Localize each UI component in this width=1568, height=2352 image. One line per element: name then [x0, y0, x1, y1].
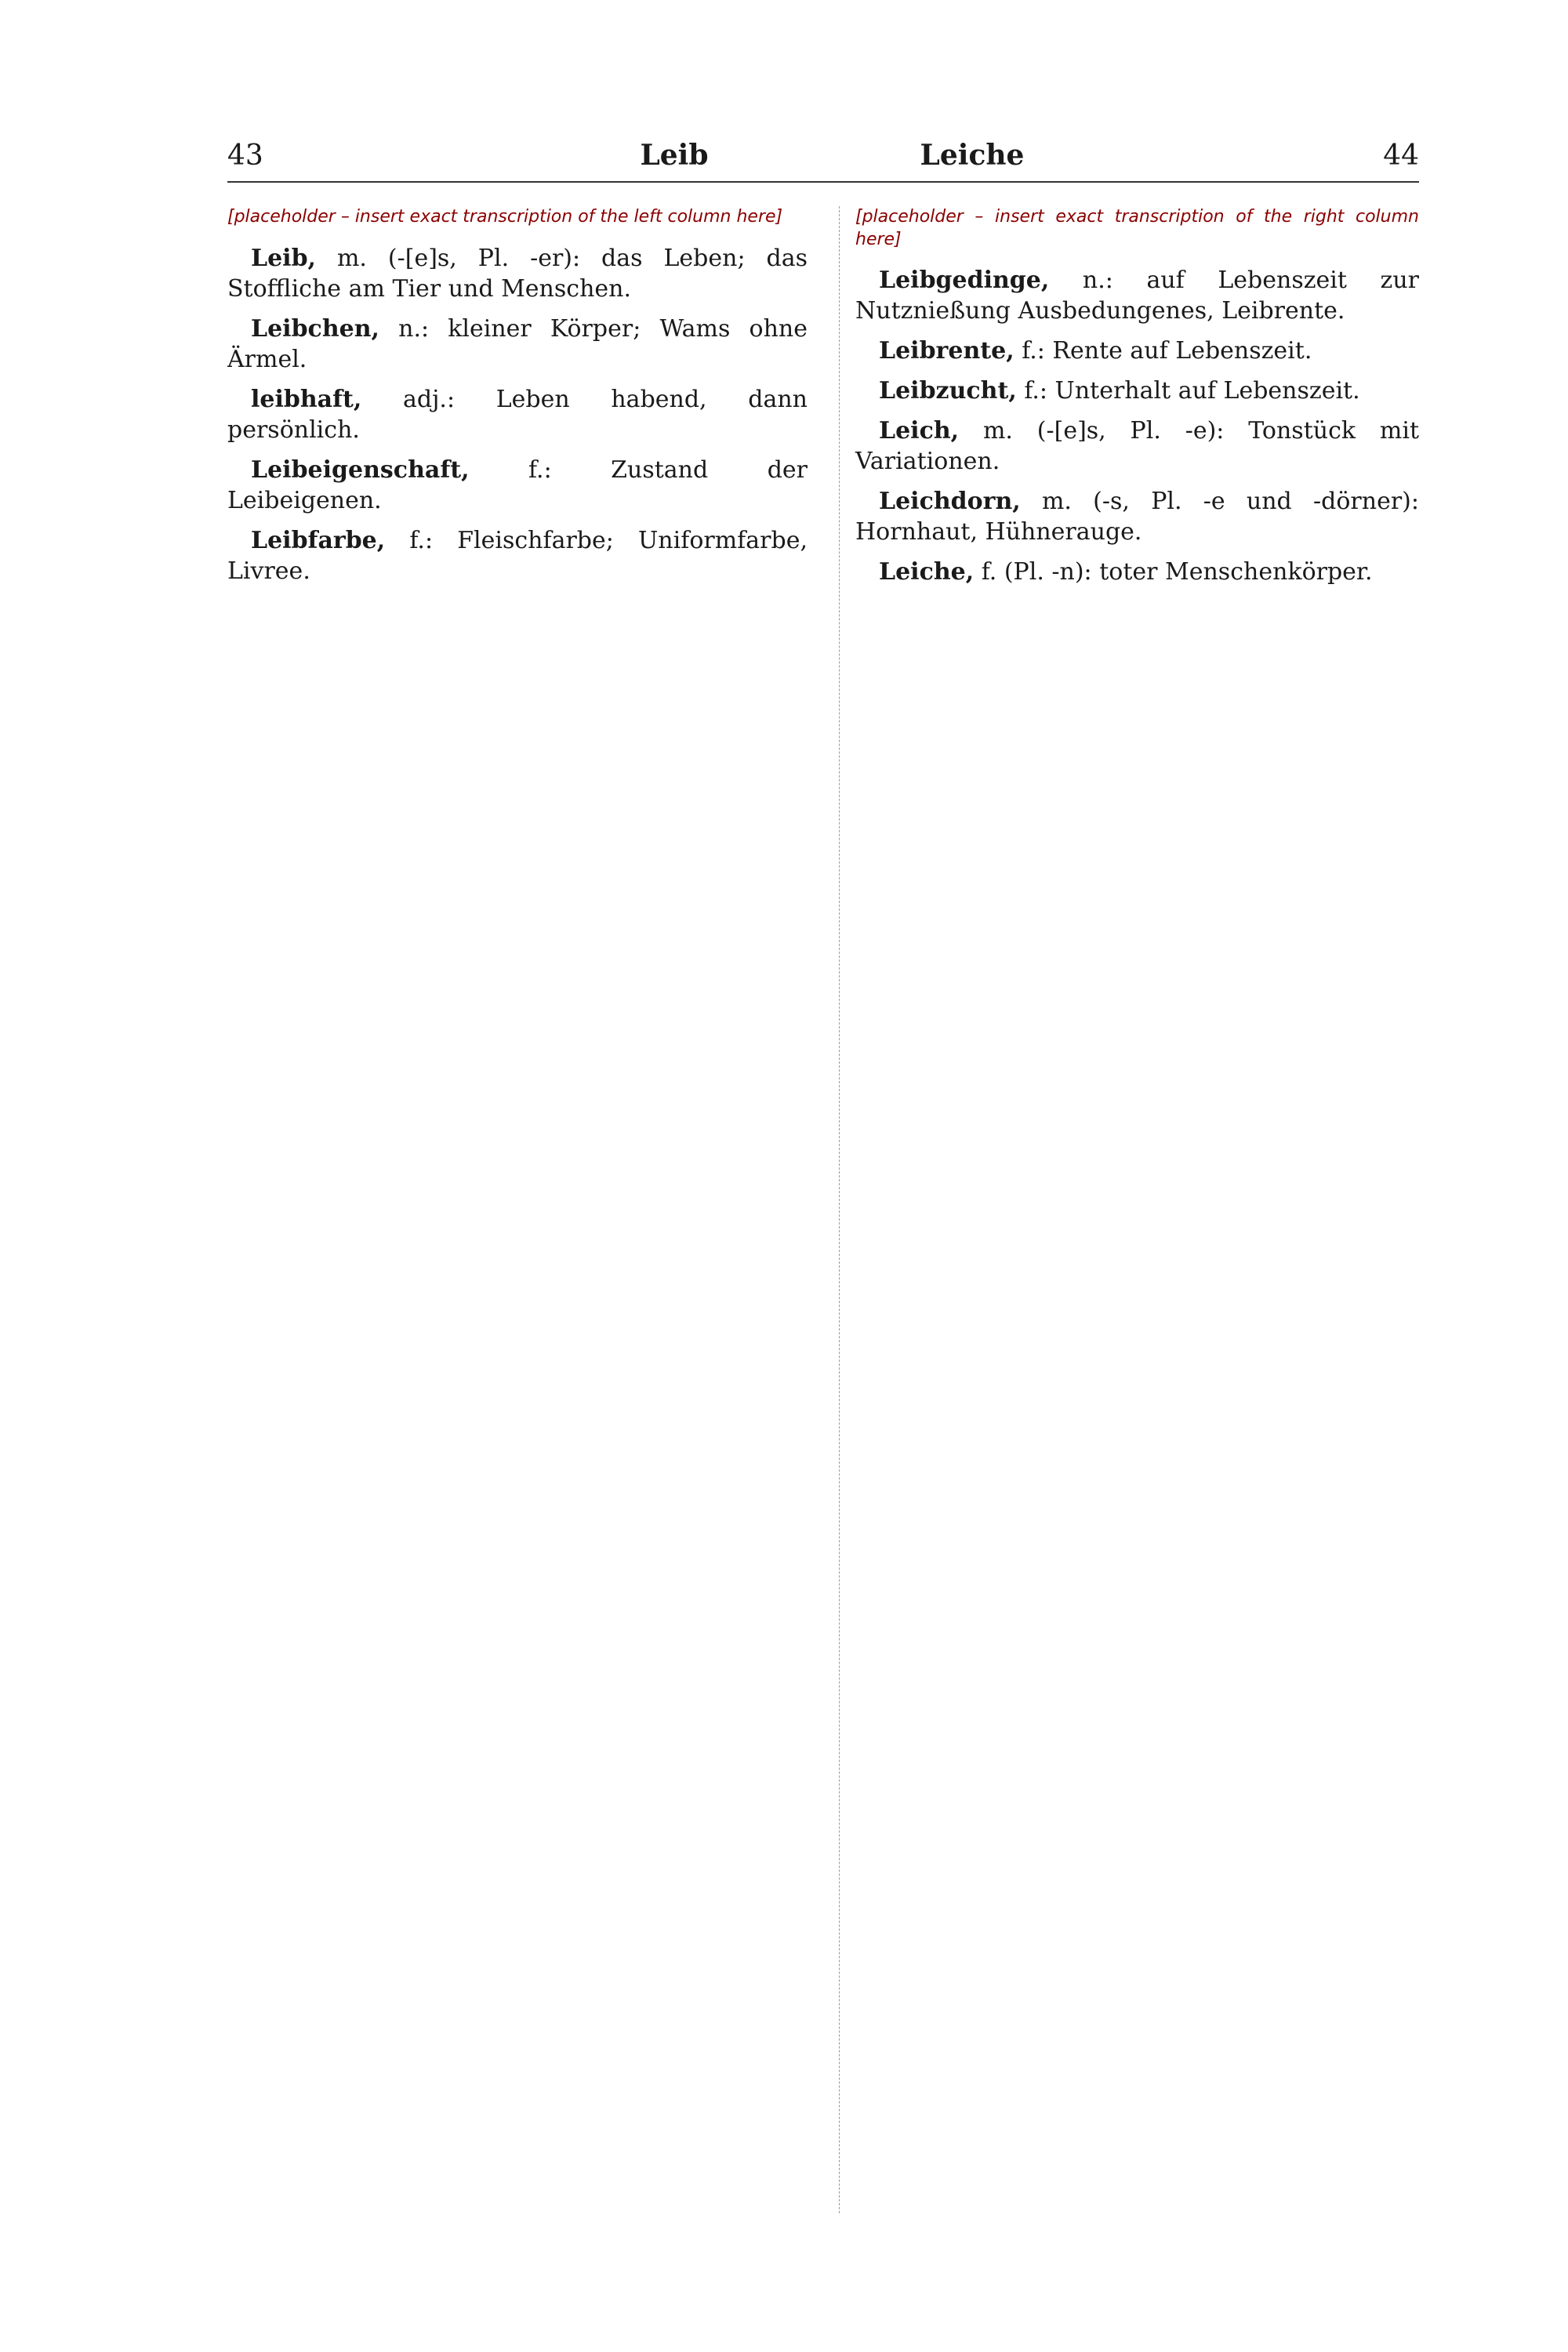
entry-body: n.: kleiner Körper; Wams ohne Ärmel. [227, 314, 808, 373]
dictionary-entry [855, 486, 1419, 547]
entry-body: m. (-s, Pl. -e und -dörner): Hornhaut, Hühnerauge. [855, 488, 1419, 546]
text-columns [227, 206, 1419, 2213]
right-guide-word: Leiche [920, 139, 1025, 172]
entry-body: adj.: Leben habend, dann persönlich. [227, 385, 808, 444]
headword: leibhaft, [251, 385, 362, 413]
entry-body: f. (Pl. -n): toter Menschenkörper. [981, 558, 1373, 586]
entry-body: n.: auf Lebenszeit zur Nutznießung Ausbedungenes, Leibrente. [855, 267, 1419, 325]
entry-body: f.: Fleischfarbe; Uniformfarbe, Livree. [227, 526, 808, 585]
headword: Leiche, [879, 558, 975, 586]
headword: Leibfarbe, [251, 526, 386, 554]
left-guide-word: Leib [640, 139, 709, 172]
headword: Leich, [879, 417, 960, 445]
entry-body: m. (-[e]s, Pl. -e): Tonstück mit Variationen. [855, 417, 1419, 476]
headword: Leibrente, [879, 337, 1014, 365]
dictionary-entry [855, 265, 1419, 326]
dictionary-entry [855, 336, 1419, 366]
headword: Leibeigenschaft, [251, 456, 470, 484]
left-page-number: 43 [227, 140, 263, 172]
right-page-number: 44 [1383, 140, 1419, 172]
dictionary-entry [855, 557, 1419, 587]
dictionary-entry [227, 243, 808, 304]
dictionary-entry [227, 314, 808, 375]
headword: Leibchen, [251, 314, 379, 343]
dictionary-entry [855, 416, 1419, 477]
dictionary-entry [855, 376, 1419, 406]
dictionary-entry [227, 525, 808, 586]
right-column [839, 206, 1419, 2213]
headword: Leibzucht, [879, 377, 1017, 405]
entry-body: f.: Rente auf Lebenszeit. [1022, 337, 1312, 365]
headword: Leib, [251, 244, 316, 272]
running-header [227, 141, 1419, 183]
transcription-note: [placeholder – insert exact transcription of the left column here] [227, 207, 783, 227]
left-column [227, 206, 808, 2213]
dictionary-page [227, 141, 1419, 2258]
dictionary-entry [227, 455, 808, 516]
entry-body: m. (-[e]s, Pl. -er): das Leben; das Stoffliche am Tier und Menschen. [227, 244, 808, 303]
entry-body: f.: Unterhalt auf Lebenszeit. [1024, 377, 1360, 405]
transcription-note: [placeholder – insert exact transcription of the right column here] [855, 207, 1419, 249]
headword: Leichdorn, [879, 488, 1021, 516]
entry-body: f.: Zustand der Leibeigenen. [227, 456, 808, 514]
dictionary-entry [227, 384, 808, 445]
headword: Leibgedinge, [879, 267, 1050, 295]
